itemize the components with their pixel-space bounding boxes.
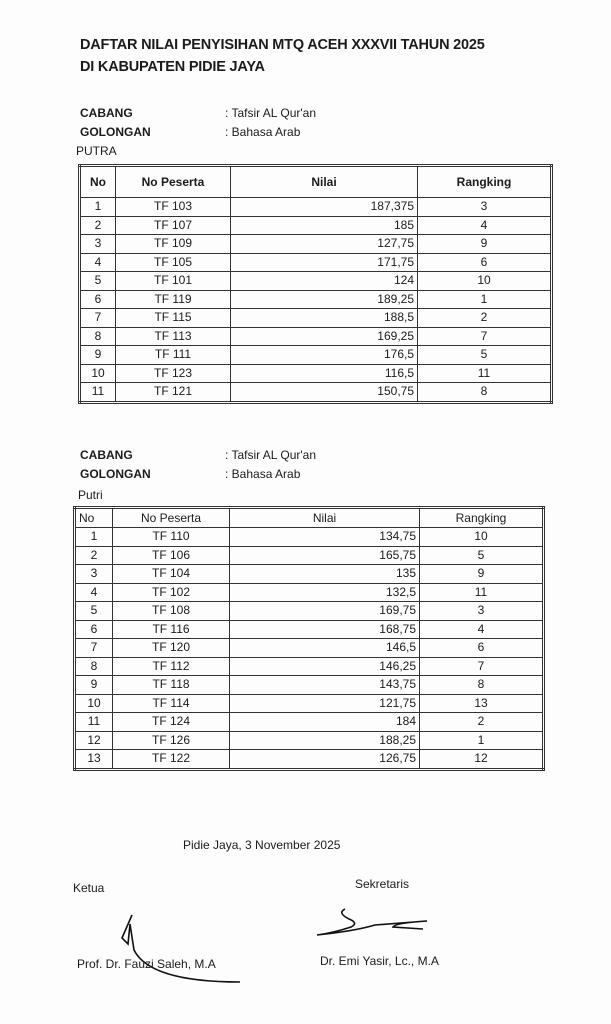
row-rangking: 6 [420,639,544,658]
row-nilai: 184 [230,713,420,732]
row-rangking: 4 [418,216,552,235]
header-no: No [75,508,113,528]
row-rangking: 11 [420,583,544,602]
row-rangking: 10 [420,528,544,547]
row-no: 10 [80,364,116,383]
row-rangking: 7 [418,327,552,346]
row-no: 2 [75,546,113,565]
table-row [75,620,544,639]
row-no-peserta: TF 115 [116,309,231,328]
table-row [75,583,544,602]
row-no-peserta: TF 113 [116,327,231,346]
row-nilai: 188,5 [231,309,418,328]
table-row [80,327,552,346]
golongan-value: : Bahasa Arab [225,467,301,481]
row-no: 6 [80,290,116,309]
row-nilai: 176,5 [231,346,418,365]
header-rangking: Rangking [420,508,544,528]
row-no-peserta: TF 103 [116,198,231,217]
table-row [75,750,544,770]
row-rangking: 9 [418,235,552,254]
cabang-label: CABANG [80,448,133,462]
row-no: 6 [75,620,113,639]
row-no-peserta: TF 116 [113,620,230,639]
row-no-peserta: TF 104 [113,565,230,584]
sekretaris-title: Sekretaris [355,877,410,891]
row-rangking: 8 [418,383,552,403]
row-nilai: 171,75 [231,253,418,272]
table-row [75,546,544,565]
table-row [80,198,552,217]
row-nilai: 165,75 [230,546,420,565]
row-no-peserta: TF 107 [116,216,231,235]
row-rangking: 7 [420,657,544,676]
table-row [80,235,552,254]
row-no-peserta: TF 111 [116,346,231,365]
group-label-putri: Putri [78,488,103,502]
row-rangking: 3 [420,602,544,621]
row-rangking: 3 [418,198,552,217]
ketua-name: Prof. Dr. Fauzi Saleh, M.A [77,957,216,971]
row-no: 5 [80,272,116,291]
header-rangking: Rangking [418,166,552,198]
row-no-peserta: TF 121 [116,383,231,403]
row-no: 8 [75,657,113,676]
table-row [80,216,552,235]
row-nilai: 189,25 [231,290,418,309]
table-row [80,253,552,272]
table-putra [78,164,553,404]
table-row [75,676,544,695]
row-rangking: 5 [420,546,544,565]
row-rangking: 4 [420,620,544,639]
row-no: 2 [80,216,116,235]
document-title [80,34,485,78]
row-rangking: 11 [418,364,552,383]
row-no-peserta: TF 122 [113,750,230,770]
row-no-peserta: TF 118 [113,676,230,695]
golongan-label: GOLONGAN [80,125,151,139]
row-rangking: 2 [418,309,552,328]
row-rangking: 8 [420,676,544,695]
header-no-peserta: No Peserta [116,166,231,198]
section-putri-meta [80,446,316,484]
row-nilai: 124 [231,272,418,291]
table-row [75,565,544,584]
golongan-label: GOLONGAN [80,467,151,481]
table-row [80,346,552,365]
row-no-peserta: TF 108 [113,602,230,621]
row-rangking: 12 [420,750,544,770]
row-no-peserta: TF 101 [116,272,231,291]
row-nilai: 146,5 [230,639,420,658]
cabang-label: CABANG [80,106,133,120]
row-nilai: 116,5 [231,364,418,383]
row-no-peserta: TF 119 [116,290,231,309]
row-no-peserta: TF 124 [113,713,230,732]
row-nilai: 132,5 [230,583,420,602]
row-nilai: 169,75 [230,602,420,621]
table-row [75,694,544,713]
row-no: 9 [80,346,116,365]
header-nilai: Nilai [230,508,420,528]
row-no-peserta: TF 109 [116,235,231,254]
row-nilai: 127,75 [231,235,418,254]
table-row [75,602,544,621]
row-nilai: 185 [231,216,418,235]
row-nilai: 168,75 [230,620,420,639]
row-nilai: 143,75 [230,676,420,695]
table-row [75,713,544,732]
row-nilai: 126,75 [230,750,420,770]
table-row [80,272,552,291]
group-label-putra: PUTRA [76,144,117,158]
row-no-peserta: TF 110 [113,528,230,547]
table-row [75,657,544,676]
place-date: Pidie Jaya, 3 November 2025 [183,838,341,852]
row-nilai: 135 [230,565,420,584]
row-rangking: 13 [420,694,544,713]
row-no: 1 [80,198,116,217]
row-no-peserta: TF 120 [113,639,230,658]
table-row [80,364,552,383]
row-no: 11 [75,713,113,732]
row-no-peserta: TF 112 [113,657,230,676]
row-nilai: 150,75 [231,383,418,403]
header-nilai: Nilai [231,166,418,198]
header-no: No [80,166,116,198]
title-line-1: DAFTAR NILAI PENYISIHAN MTQ ACEH XXXVII TAHUN 2025 [80,37,485,53]
row-nilai: 134,75 [230,528,420,547]
cabang-value: : Tafsir AL Qur'an [225,448,317,462]
sekretaris-name: Dr. Emi Yasir, Lc., M.A [320,954,439,968]
row-no: 13 [75,750,113,770]
row-nilai: 169,25 [231,327,418,346]
row-no: 1 [75,528,113,547]
title-line-2: DI KABUPATEN PIDIE JAYA [80,59,265,75]
table-row [75,731,544,750]
row-no: 11 [80,383,116,403]
table-row [80,309,552,328]
golongan-value: : Bahasa Arab [225,125,301,139]
table-row [80,383,552,403]
row-no: 7 [75,639,113,658]
table-row [80,290,552,309]
row-no-peserta: TF 102 [113,583,230,602]
row-rangking: 10 [418,272,552,291]
table-putri [73,506,545,771]
row-nilai: 121,75 [230,694,420,713]
row-no-peserta: TF 123 [116,364,231,383]
row-no: 8 [80,327,116,346]
row-no: 12 [75,731,113,750]
cabang-value: : Tafsir AL Qur'an [225,106,317,120]
row-rangking: 9 [420,565,544,584]
row-no-peserta: TF 106 [113,546,230,565]
section-putra-meta [80,104,316,142]
row-no-peserta: TF 105 [116,253,231,272]
ketua-signature [110,910,260,990]
ketua-title: Ketua [73,881,105,895]
row-no: 10 [75,694,113,713]
row-nilai: 187,375 [231,198,418,217]
row-rangking: 1 [418,290,552,309]
row-no: 3 [75,565,113,584]
row-no: 3 [80,235,116,254]
header-no-peserta: No Peserta [113,508,230,528]
table-row [75,639,544,658]
row-no: 5 [75,602,113,621]
row-nilai: 188,25 [230,731,420,750]
row-no: 4 [75,583,113,602]
sekretaris-signature [315,905,435,945]
row-no: 4 [80,253,116,272]
row-no-peserta: TF 126 [113,731,230,750]
row-no: 9 [75,676,113,695]
row-nilai: 146,25 [230,657,420,676]
row-rangking: 1 [420,731,544,750]
table-row [75,528,544,547]
row-rangking: 2 [420,713,544,732]
row-no-peserta: TF 114 [113,694,230,713]
row-no: 7 [80,309,116,328]
row-rangking: 6 [418,253,552,272]
row-rangking: 5 [418,346,552,365]
